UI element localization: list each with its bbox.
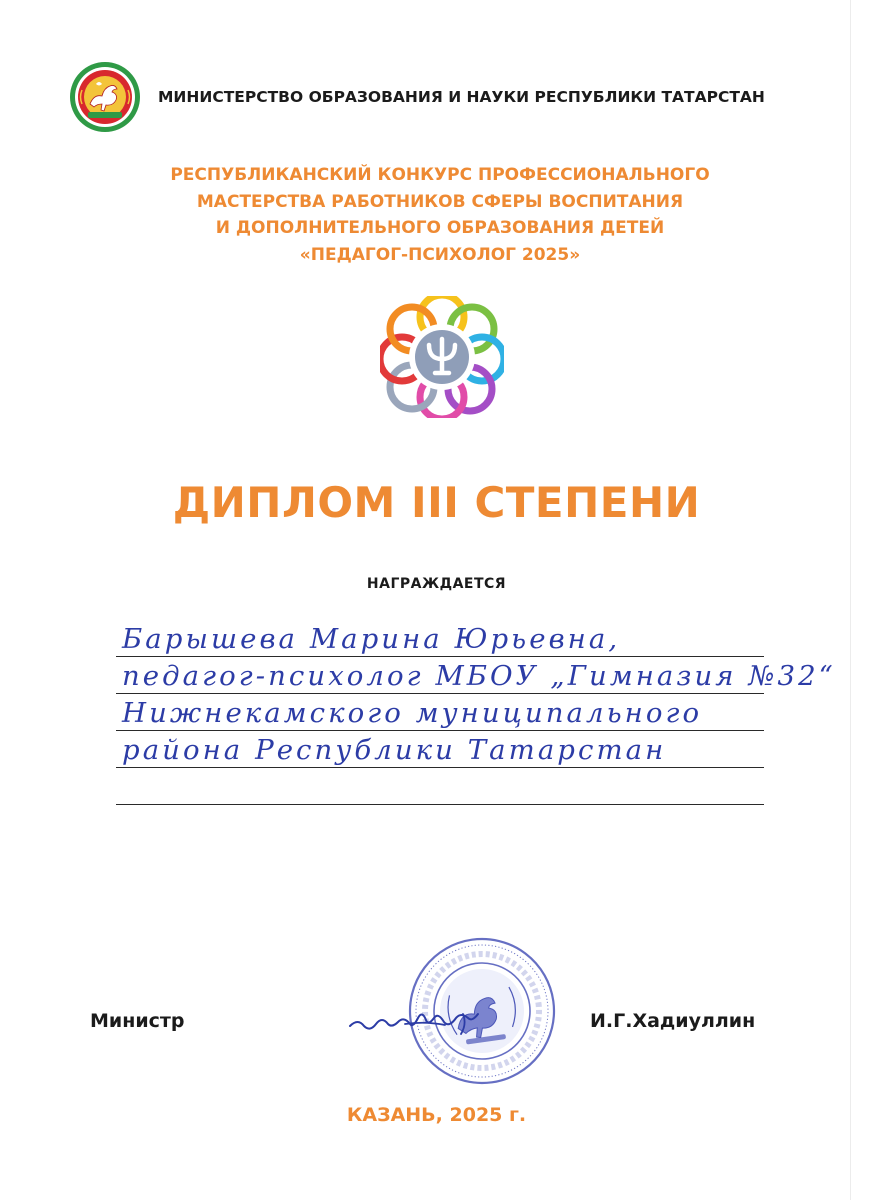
tatarstan-coat-of-arms-icon	[68, 60, 142, 134]
recipient-position: педагог-психолог МБОУ „Гимназия №32“	[122, 661, 836, 692]
awarded-label: НАГРАЖДАЕТСЯ	[366, 576, 507, 592]
ministry-name: МИНИСТЕРСТВО ОБРАЗОВАНИЯ И НАУКИ РЕСПУБЛИКИ ТАТАРСТАН	[158, 88, 765, 106]
page-edge	[850, 0, 851, 1200]
recipient-line	[116, 620, 764, 657]
recipient-line	[116, 694, 764, 731]
contest-title-line: МАСТЕРСТВА РАБОТНИКОВ СФЕРЫ ВОСПИТАНИЯ	[196, 191, 684, 212]
contest-title-line: И ДОПОЛНИТЕЛЬНОГО ОБРАЗОВАНИЯ ДЕТЕЙ	[215, 218, 665, 238]
footer-location-year: КАЗАНЬ, 2025 г.	[346, 1104, 527, 1126]
recipient-line	[116, 731, 764, 768]
recipient-block	[116, 620, 836, 805]
signer-name: И.Г.Хадиуллин	[590, 1010, 756, 1032]
contest-title-line: РЕСПУБЛИКАНСКИЙ КОНКУРС ПРОФЕССИОНАЛЬНОГО	[170, 165, 710, 185]
recipient-district: Нижнекамского муниципального	[122, 698, 703, 729]
contest-title	[60, 162, 820, 268]
contest-title-line: «ПЕДАГОГ-ПСИХОЛОГ 2025»	[299, 244, 581, 265]
psychology-psi-flower-icon	[380, 296, 504, 418]
recipient-name: Барышева Марина Юрьевна,	[122, 624, 621, 655]
recipient-line	[116, 657, 836, 694]
header	[68, 60, 788, 135]
recipient-region: района Республики Татарстан	[122, 735, 667, 766]
handwritten-signature	[345, 1002, 495, 1042]
diploma-title: ДИПЛОМ III СТЕПЕНИ	[172, 478, 701, 527]
recipient-line-blank	[116, 768, 764, 805]
signer-title: Министр	[90, 1010, 185, 1032]
